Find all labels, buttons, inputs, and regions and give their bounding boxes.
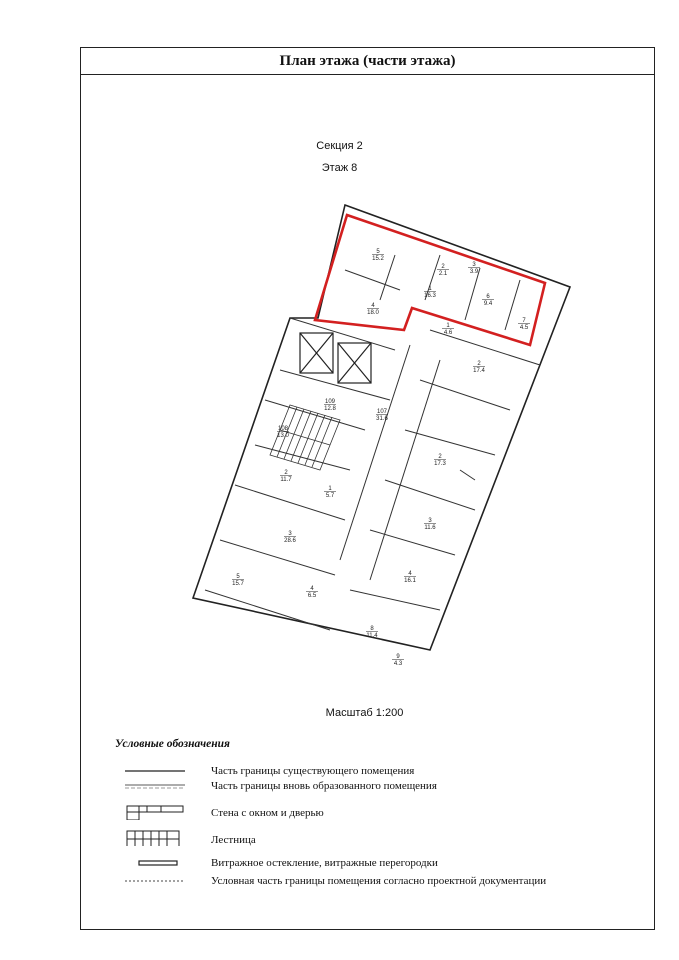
room-area: 15.2 [372, 256, 384, 262]
stairs-icon [125, 830, 185, 846]
legend-label: Часть границы вновь образованного помещения [211, 780, 437, 792]
legend-label: Лестница [211, 834, 256, 846]
room-area: 11.4 [366, 633, 378, 639]
room-area: 18.0 [367, 310, 379, 316]
room-number: 3 [472, 262, 476, 268]
legend-line-dotted-icon [125, 874, 185, 890]
glazing-icon [125, 856, 185, 872]
room-number: 9 [396, 654, 400, 660]
room-area: 12.8 [324, 406, 336, 412]
room-number: 107 [376, 409, 388, 415]
room-area: 16.3 [424, 293, 436, 299]
room-area: 4.5 [519, 325, 529, 331]
room-area: 4.6 [443, 330, 453, 336]
legend-title: Условные обозначения [115, 738, 230, 750]
section-label: Секция 2 [316, 140, 363, 152]
room-number: 1 [428, 286, 432, 292]
room-number: 4 [371, 303, 375, 309]
room-area: 6.5 [307, 593, 317, 599]
room-area: 13.0 [277, 433, 289, 439]
legend-line-solid-icon [125, 764, 185, 780]
page-title: План этажа (части этажа) [80, 47, 655, 75]
room-area: 11.7 [280, 477, 292, 483]
room-number: 109 [324, 399, 336, 405]
room-number: 1 [446, 323, 450, 329]
room-area: 2.1 [438, 271, 448, 277]
legend-item-new-boundary [125, 779, 625, 795]
legend-item-stairs [125, 830, 625, 850]
room-number: 2 [438, 454, 442, 460]
floor-label: Этаж 8 [321, 162, 358, 174]
room-number: 3 [288, 531, 292, 537]
room-number: 2 [284, 470, 288, 476]
legend-item-conditional-boundary [125, 874, 625, 890]
room-area: 28.6 [284, 538, 296, 544]
room-area: 3.9 [469, 269, 479, 275]
legend-label: Условная часть границы помещения согласно проектной документации [211, 875, 547, 887]
legend-label: Стена с окном и дверью [211, 807, 324, 819]
room-area: 11.6 [424, 525, 436, 531]
room-area: 15.7 [232, 581, 244, 587]
elevator-shafts [300, 333, 371, 383]
legend-item-wall-window-door [125, 804, 625, 820]
room-area: 4.3 [393, 661, 403, 667]
wall-window-door-icon [125, 804, 185, 820]
room-labels [232, 249, 530, 667]
room-area: 5.7 [325, 493, 335, 499]
room-number: 1 [328, 486, 332, 492]
room-number: 3 [428, 518, 432, 524]
room-area: 17.3 [434, 461, 446, 467]
legend-item-glazing [125, 856, 625, 872]
legend-label: Часть границы существующего помещения [211, 765, 415, 777]
highlighted-apartment-boundary [315, 215, 545, 345]
room-number: 4 [408, 571, 412, 577]
room-number: 5 [236, 574, 240, 580]
room-number: 8 [370, 626, 374, 632]
room-number: 6 [486, 294, 490, 300]
room-area: 17.4 [473, 368, 485, 374]
room-number: 2 [477, 361, 481, 367]
legend-label: Витражное остекление, витражные перегородки [211, 857, 438, 869]
room-number: 2 [441, 264, 445, 270]
room-number: 108 [277, 426, 289, 432]
scale-label: Масштаб 1:200 [325, 707, 404, 719]
room-number: 7 [522, 318, 526, 324]
legend-item-existing-boundary [125, 764, 625, 780]
room-area: 16.1 [404, 578, 416, 584]
room-number: 5 [376, 249, 380, 255]
room-area: 9.4 [483, 301, 493, 307]
room-number: 4 [310, 586, 314, 592]
room-area: 31.6 [376, 416, 388, 422]
legend-line-double-icon [125, 779, 185, 795]
